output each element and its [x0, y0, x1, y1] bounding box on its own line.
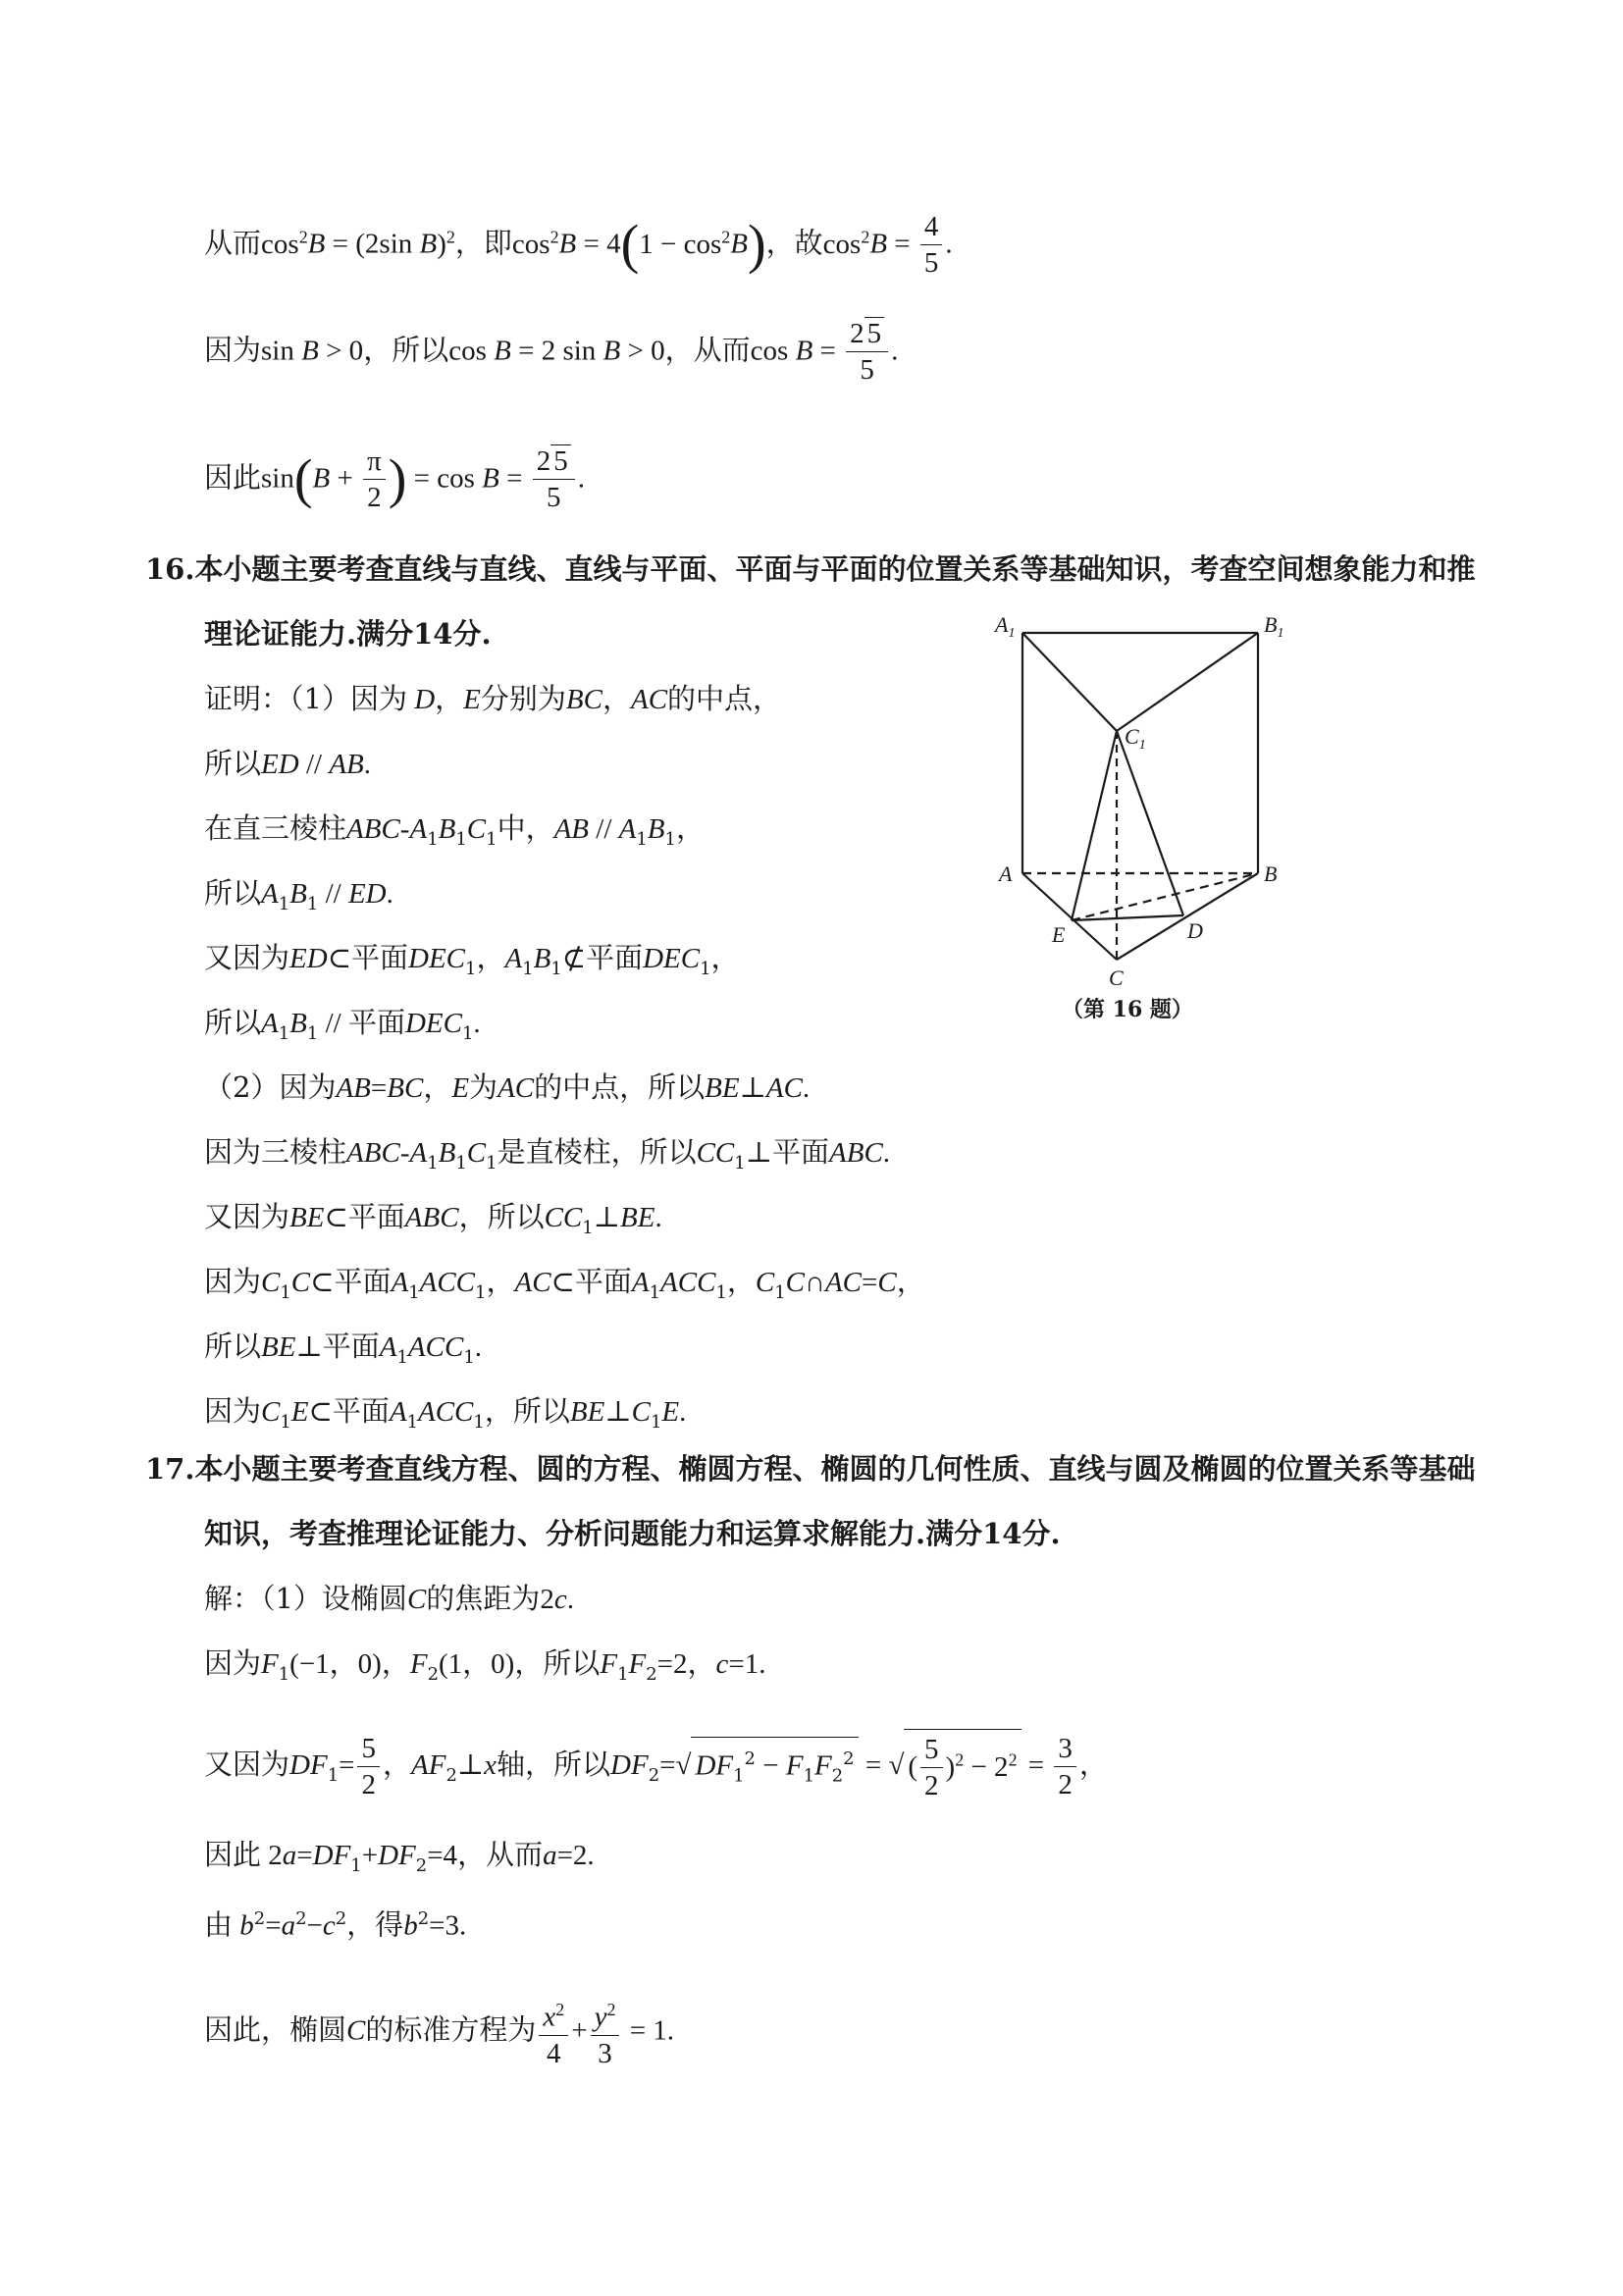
q17-line-1: 解：（1）设椭圆C的焦距为2c. — [204, 1582, 574, 1615]
label-a1: $A_1$ — [995, 616, 1016, 641]
edge-ac — [1022, 873, 1117, 960]
q17-heading-line2: 知识，考查推理论证能力、分析问题能力和运算求解能力.满分14分. — [204, 1517, 1061, 1550]
q16-line-3: 在直三棱柱ABC-$A_1B_1C_1$中，AB // $A_1B_1$， — [204, 811, 705, 850]
q16-line-4: 所以$A_1B_1$ // ED. — [204, 876, 393, 914]
q16-line-12: 因为$C_1E\subset$平面$A_1ACC_1$，所以$BE\perp C_1E$. — [204, 1394, 687, 1433]
label-b1: $B_1$ — [1264, 616, 1284, 641]
q16-line-6: 所以$A_1B_1$ // 平面$DEC_1$. — [204, 1006, 481, 1044]
q16-line-10: 因为$C_1C\subset$平面$A_1ACC_1$，AC⊂平面$A_1ACC_1$，$C_1C\cap AC=C$， — [204, 1265, 925, 1303]
q17-line-2: 因为$F_1(-1$，0)，$F_2(1$，0)，所以$F_1F_2=2$，c=1. — [204, 1646, 766, 1685]
q16-line-1: 证明：（1）因为 D，E分别为BC，AC的中点， — [204, 682, 782, 715]
q16-line-11: 所以BE⊥平面$A_1ACC_1$. — [204, 1330, 482, 1368]
q16-heading-line1: 16.本小题主要考查直线与直线、直线与平面、平面与平面的位置关系等基础知识，考查空间想象能力和推 — [145, 552, 1476, 586]
q17-heading-line1: 17.本小题主要考查直线方程、圆的方程、椭圆方程、椭圆的几何性质、直线与圆及椭圆的位置关系等基础 — [145, 1452, 1476, 1486]
label-c1: $C_1$ — [1125, 724, 1146, 753]
label-d: D — [1187, 918, 1203, 943]
q17-line-3: 又因为$DF_1=$ $\frac{5}{2}$ ，$AF_2\perp x$轴，所以$DF_2=√$ $DF_1^2 - F_1F_2^2$ = √ ( $\frac{5}{2}$ )$^2 - 2^2$ = $\frac{3}{2}$ ， — [204, 1729, 1108, 1803]
prism-figure — [991, 616, 1295, 1038]
edge-c1d — [1117, 731, 1183, 915]
edge-c1e — [1072, 731, 1117, 920]
q17-line-6: 因此，椭圆C的标准方程为 $\frac{x^2}{4}$ + $\frac{y^2}{3}$ = 1. — [204, 1992, 674, 2071]
eq-line-cosb: 因为sin B > 0，所以cos B = 2 sin B > 0，从而cos B = $\frac{2 5}{5}$ . — [204, 318, 899, 386]
edge-eb — [1072, 873, 1258, 920]
q16-line-8: 因为三棱柱ABC-$A_1B_1C_1$是直棱柱，所以$CC_1\perp$平面ABC. — [204, 1135, 891, 1174]
q16-line-9: 又因为BE⊂平面ABC，所以$CC_1\perp BE$. — [204, 1200, 662, 1238]
q16-heading-line2: 理论证能力.满分14分. — [204, 617, 492, 651]
q16-line-2: 所以ED // AB. — [204, 747, 371, 780]
label-b: B — [1264, 861, 1278, 886]
q16-line-7: （2）因为AB=BC，E为AC的中点，所以BE⊥AC. — [204, 1070, 811, 1104]
edge-a1c1 — [1022, 633, 1117, 731]
q17-line-4: 因此 $2a=DF_1+DF_2=4$，从而a=2. — [204, 1838, 595, 1876]
label-a: A — [999, 861, 1013, 886]
figure-caption: （第 16 题） — [1062, 997, 1193, 1022]
q17-line-5: 由 $b^2=a^2-c^2$，得$b^2=3$. — [204, 1907, 467, 1942]
prism-diagram — [991, 616, 1295, 1038]
label-c: C — [1109, 965, 1124, 990]
q16-line-5: 又因为ED⊂平面$DEC_1$，$A_1B_1⊄$平面$DEC_1$， — [204, 941, 740, 979]
label-e: E — [1052, 922, 1066, 947]
eq-line-sin: 因此sin(B + $\frac{\pi}{2}$ ) = cos B = $\frac{2 5}{5}$ . — [204, 445, 585, 513]
eq-line-cos2b: 从而$\cos^2B = (2\sin$ B)$^2$，即$\cos^2B = 4(1 - \cos^2B)$，故$\cos^2B$ = $\frac{4}{5}$ . — [204, 211, 953, 279]
edge-b1c1 — [1117, 633, 1258, 731]
